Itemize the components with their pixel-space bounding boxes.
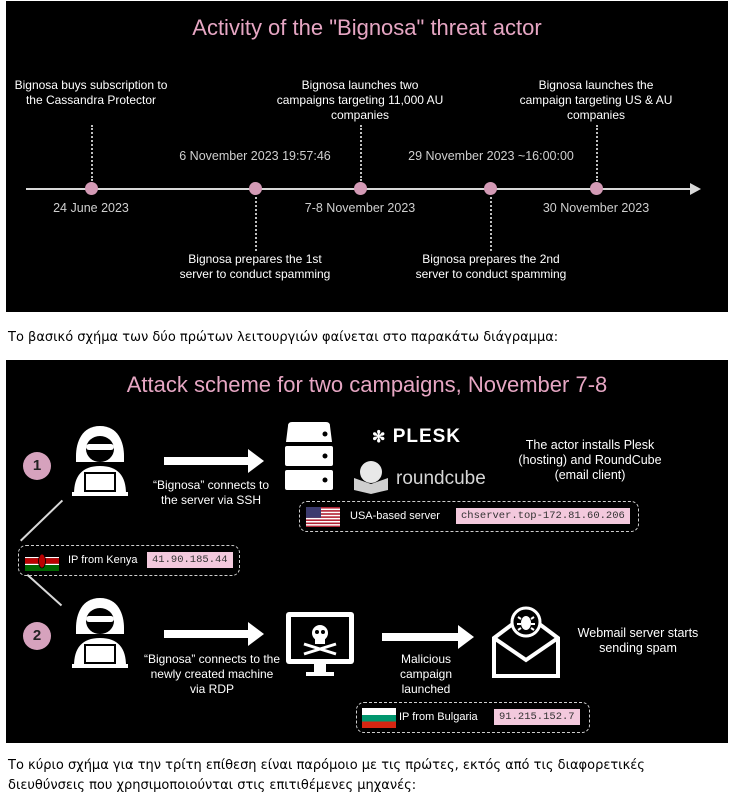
event-date: 6 November 2023 19:57:46 bbox=[179, 149, 331, 163]
event-description: Bignosa launches the campaign targeting US & AU companies bbox=[519, 78, 673, 122]
event-stem bbox=[255, 197, 257, 251]
arrow-shaft bbox=[164, 457, 248, 465]
event-stem bbox=[490, 197, 492, 251]
kenya-ip-label: IP from Kenya bbox=[68, 554, 138, 566]
event-description: Bignosa prepares the 1st server to conduct spamming bbox=[179, 252, 331, 281]
kenya-flag-icon bbox=[25, 551, 59, 571]
hacker-icon bbox=[68, 422, 132, 498]
timeline-panel bbox=[6, 1, 728, 312]
arrow-head bbox=[248, 622, 264, 646]
hacker-icon bbox=[68, 594, 132, 670]
arrow-shaft bbox=[382, 633, 458, 641]
event-stem bbox=[596, 125, 598, 181]
webmail-text: Webmail server starts sending spam bbox=[577, 626, 699, 655]
event-date: 30 November 2023 bbox=[542, 201, 650, 215]
event-description: Bignosa prepares the 2nd server to conduct spamming bbox=[415, 252, 567, 281]
event-date: 29 November 2023 ~16:00:00 bbox=[408, 149, 574, 163]
infected-computer-icon bbox=[284, 610, 356, 682]
arrow-shaft bbox=[164, 630, 248, 638]
server-stack-icon bbox=[282, 422, 336, 494]
step-1-connect-text: “Bignosa” connects to the server via SSH bbox=[152, 478, 270, 507]
event-date: 7-8 November 2023 bbox=[304, 201, 416, 215]
closing-paragraph-line-1: Το κύριο σχήμα για την τρίτη επίθεση είναι παρόμοιο με τις πρώτες, εκτός από τις διαφορετικές bbox=[8, 758, 645, 773]
plesk-label: PLESK bbox=[392, 426, 462, 447]
plesk-dots-icon: ✻ bbox=[372, 429, 387, 446]
kenya-ip-chip: 41.90.185.44 bbox=[147, 552, 233, 568]
timeline-arrowhead bbox=[690, 183, 701, 195]
event-dot bbox=[85, 182, 98, 195]
connector-line bbox=[20, 500, 63, 542]
spam-email-icon bbox=[490, 604, 562, 680]
usa-server-label: USA-based server bbox=[350, 510, 440, 522]
bulgaria-ip-label: IP from Bulgaria bbox=[399, 711, 478, 723]
intro-paragraph: Το βασικό σχήμα των δύο πρώτων λειτουργιών φαίνεται στο παρακάτω διάγραμμα: bbox=[8, 330, 559, 345]
event-date: 24 June 2023 bbox=[53, 201, 129, 215]
closing-paragraph-line-2: διευθύνσεις που χρησιμοποιούνται στις επιτιθέμενες μηχανές: bbox=[8, 778, 417, 793]
bulgaria-ip-chip: 91.215.152.7 bbox=[494, 709, 580, 725]
event-dot bbox=[484, 182, 497, 195]
server-host-chip: chserver.top-172.81.60.206 bbox=[456, 508, 630, 524]
usa-flag-icon bbox=[306, 507, 340, 527]
step-2-badge: 2 bbox=[23, 622, 51, 650]
roundcube-icon bbox=[352, 458, 390, 494]
plesk-logo bbox=[372, 426, 461, 448]
event-dot bbox=[590, 182, 603, 195]
roundcube-label: roundcube bbox=[396, 468, 486, 489]
event-description: Bignosa launches two campaigns targeting 11,000 AU companies bbox=[276, 78, 444, 122]
installs-text: The actor installs Plesk (hosting) and RoundCube (email client) bbox=[518, 438, 662, 482]
step-2-connect-text: “Bignosa” connects to the newly created machine via RDP bbox=[143, 652, 281, 696]
bulgaria-flag-icon bbox=[362, 708, 396, 728]
arrow-head bbox=[458, 625, 474, 649]
scheme-title: Attack scheme for two campaigns, November 7-8 bbox=[126, 372, 608, 397]
event-dot bbox=[249, 182, 262, 195]
timeline-title: Activity of the "Bignosa" threat actor bbox=[192, 15, 542, 40]
event-description: Bignosa buys subscription to the Cassandra Protector bbox=[14, 78, 168, 107]
event-dot bbox=[354, 182, 367, 195]
connector-line bbox=[27, 574, 63, 606]
campaign-text: Malicious campaign launched bbox=[399, 652, 453, 696]
arrow-head bbox=[248, 449, 264, 473]
attack-scheme-panel bbox=[6, 360, 728, 743]
event-stem bbox=[91, 125, 93, 181]
event-stem bbox=[360, 125, 362, 181]
step-1-badge: 1 bbox=[23, 452, 51, 480]
